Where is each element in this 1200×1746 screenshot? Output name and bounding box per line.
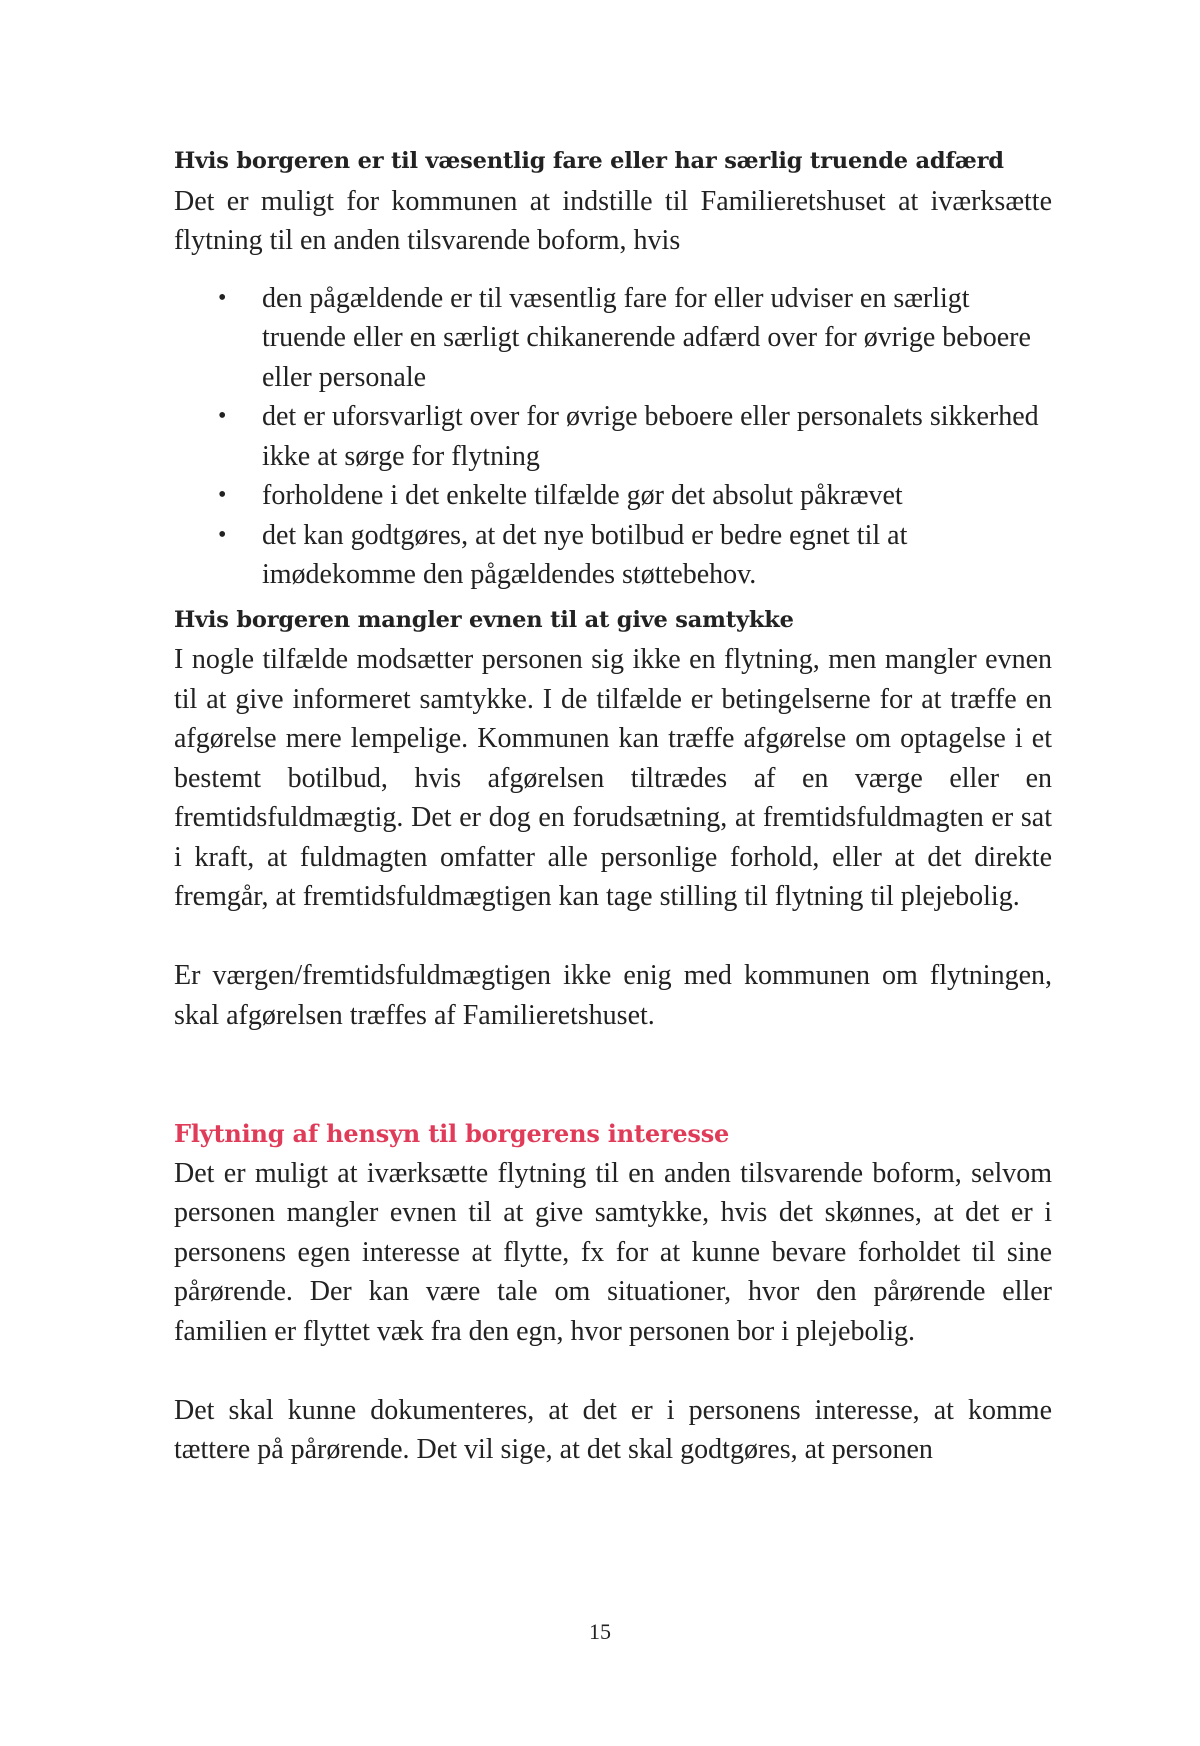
page-number: 15 <box>589 1619 611 1644</box>
body-paragraph: Det skal kunne dokumenteres, at det er i personens interesse, at komme tættere på pårørende. Det vil sige, at det skal godtgøres, at personen <box>174 1394 1052 1465</box>
section-heading-interest: Flytning af hensyn til borgerens interesse <box>174 1119 730 1148</box>
body-paragraph: Er værgen/fremtidsfuldmægtigen ikke enig med kommunen om flytningen, skal afgørelsen træffes af Familieretshuset. <box>174 960 1052 1031</box>
page-content <box>174 142 1052 1470</box>
paragraph-spacer <box>174 917 1052 957</box>
section-heading-danger: Hvis borgeren er til væsentlig fare eller har særlig truende adfærd <box>174 148 1004 174</box>
list-item-text: det er uforsvarligt over for øvrige beboere eller personalets sikkerhed ikke at sørge for flytning <box>262 401 1039 472</box>
bullet-icon: • <box>218 521 227 548</box>
bullet-icon: • <box>218 482 227 508</box>
bullet-icon: • <box>218 403 227 429</box>
bullet-icon: • <box>218 284 227 311</box>
list-item <box>174 279 1052 398</box>
list-item-text: forholdene i det enkelte tilfælde gør det absolut påkrævet <box>262 480 903 511</box>
section-spacer <box>174 1035 1052 1114</box>
paragraph-spacer <box>174 1351 1052 1391</box>
list-item <box>174 397 1052 476</box>
list-item-text: det kan godtgøres, at det nye botilbud er bedre egnet til at imødekomme den pågældendes støttebehov. <box>262 519 908 590</box>
body-paragraph: I nogle tilfælde modsætter personen sig ikke en flytning, men mangler evnen til at give informeret samtykke. I de tilfælde er betingelserne for at træffe en afgørelse mere lempelige. Kommunen kan træffe afgørelse om optagelse i et bestemt botilbud, hvis afgørelsen tiltrædes af en værge eller en fremtidsfuldmægtig. Det er dog en forudsætning, at fremtidsfuldmagten er sat i kraft, at fuldmagten omfatter alle personlige forhold, eller at det direkte fremgår, at fremtidsfuldmægtigen kan tage stilling til flytning til plejebolig. <box>174 644 1052 912</box>
body-paragraph: Det er muligt at iværksætte flytning til en anden tilsvarende boform, selvom personen mangler evnen til at give samtykke, hvis det skønnes, at det er i personens egen interesse at flytte, fx for at kunne bevare forholdet til sine pårørende. Der kan være tale om situationer, hvor den pårørende eller familien er flyttet væk fra den egn, hvor personen bor i plejebolig. <box>174 1157 1052 1347</box>
bullet-list <box>174 261 1052 601</box>
section-intro: Det er muligt for kommunen at indstille til Familieretshuset at iværksætte flytning til en anden tilsvarende boform, hvis <box>174 185 1052 256</box>
list-item <box>174 516 1052 595</box>
section-heading-consent: Hvis borgeren mangler evnen til at give samtykke <box>174 606 794 633</box>
list-item-text: den pågældende er til væsentlig fare for eller udviser en særligt truende eller en særligt chikanerende adfærd over for øvrige beboere eller personale <box>262 282 1031 393</box>
list-item <box>174 476 1052 516</box>
